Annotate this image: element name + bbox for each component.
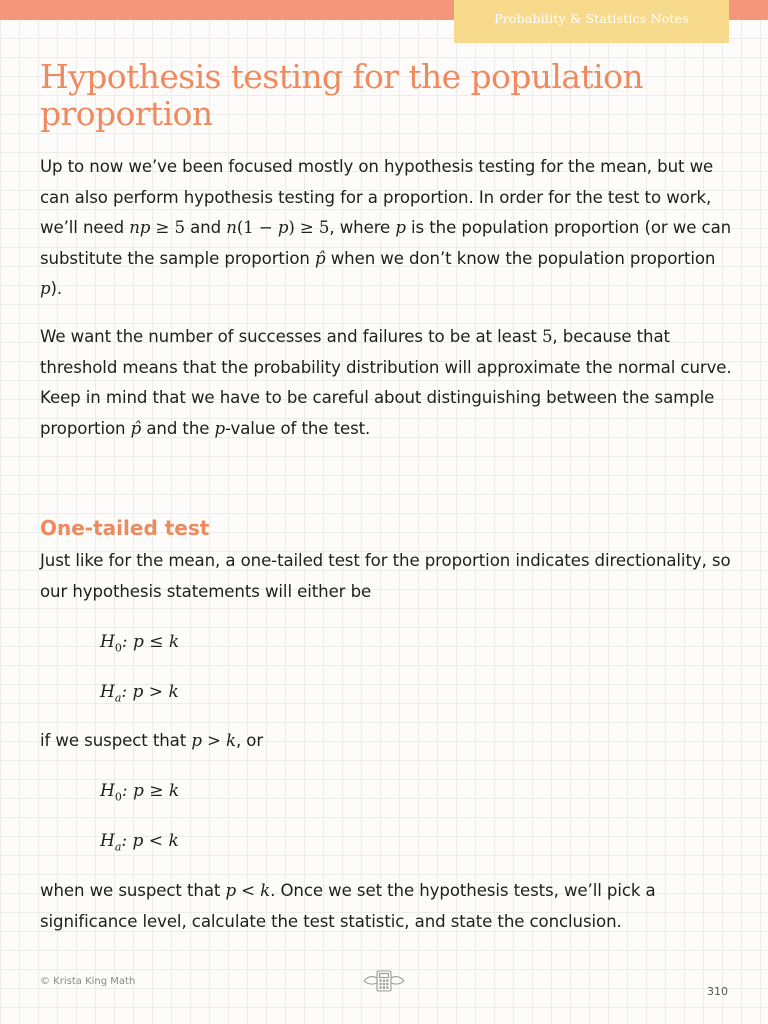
- section-heading: One-tailed test: [40, 516, 210, 540]
- section-intro-paragraph: Just like for the mean, a one-tailed test for the proportion indicates directionality, so our hypothesis statements will either be: [40, 551, 731, 601]
- paragraph-text: -value of the test.: [225, 418, 371, 438]
- intro-text: ).: [50, 279, 63, 298]
- alternative-hypothesis-2: [100, 829, 179, 859]
- math-ge-5: ) ≥ 5: [288, 218, 330, 237]
- math-p: p: [277, 218, 289, 237]
- hypothesis-expression: : p > k: [121, 682, 179, 702]
- paragraph-text: , or: [235, 731, 264, 750]
- hypothesis-symbol: H: [100, 831, 115, 851]
- null-hypothesis-1: [100, 630, 179, 660]
- calculator-logo-icon: [360, 966, 408, 996]
- hypothesis-subscript: a: [114, 691, 122, 705]
- notes-title: Probability & Statistics Notes: [494, 11, 689, 26]
- math-one-minus: (1 −: [236, 218, 278, 237]
- intro-text: , where: [329, 218, 396, 237]
- paragraph-text: when we suspect that: [40, 881, 226, 900]
- paragraph-text: . Once we set the hypothesis tests, we’ll pick a significance level, calculate the test statistic, and state the conclusion.: [40, 881, 656, 931]
- hypothesis-symbol: H: [100, 682, 115, 702]
- intro-text: is the population proportion (or we can substitute the sample proportion: [40, 218, 732, 268]
- hypothesis-subscript: 0: [114, 641, 122, 655]
- intro-paragraph: [40, 152, 740, 305]
- hypothesis-symbol: H: [100, 632, 115, 652]
- math-p-hat: p̂: [130, 418, 142, 438]
- intro-text: Up to now we’ve been focused mostly on hypothesis testing for the mean, but we can also perform hypothesis testing for a proportion. In order for the test to work, we’ll need: [40, 157, 714, 237]
- null-hypothesis-2: [100, 779, 179, 809]
- math-p-gt-k: p > k: [191, 731, 236, 750]
- math-p: p: [395, 218, 406, 237]
- intro-text: when we don’t know the population proportion: [325, 248, 716, 268]
- paragraph-text: if we suspect that: [40, 731, 192, 750]
- math-p: p: [40, 279, 51, 298]
- math-p-lt-k: p < k: [225, 881, 271, 900]
- paragraph-text: and the: [141, 418, 215, 438]
- threshold-paragraph: [40, 322, 740, 444]
- page-title: Hypothesis testing for the population proportion: [40, 57, 643, 133]
- math-5: 5: [541, 327, 553, 346]
- closing-paragraph: [40, 876, 740, 937]
- math-np: np: [129, 218, 151, 237]
- hypothesis-subscript: 0: [114, 790, 122, 804]
- hypothesis-subscript: a: [114, 840, 122, 854]
- hypothesis-symbol: H: [100, 781, 115, 801]
- paragraph-text: We want the number of successes and failures to be at least: [40, 327, 542, 346]
- hypothesis-expression: : p < k: [121, 831, 179, 851]
- paragraph-text: , because that threshold means that the probability distribution will approximate the normal curve. Keep in mind that we have to be careful about distinguishing between the sample proportion: [40, 327, 732, 438]
- math-n: n: [226, 218, 237, 237]
- hypothesis-expression: : p ≤ k: [121, 632, 180, 652]
- page-number: 310: [707, 985, 728, 998]
- math-p-hat: p̂: [315, 248, 326, 268]
- math-ge-5: ≥ 5: [150, 218, 185, 237]
- between-paragraph: [40, 726, 740, 757]
- notes-header-tab: [454, 0, 729, 43]
- math-p: p: [214, 418, 226, 438]
- alternative-hypothesis-1: [100, 680, 179, 710]
- intro-text: and: [184, 218, 227, 237]
- hypothesis-expression: : p ≥ k: [121, 781, 180, 801]
- footer-copyright: © Krista King Math: [40, 976, 136, 987]
